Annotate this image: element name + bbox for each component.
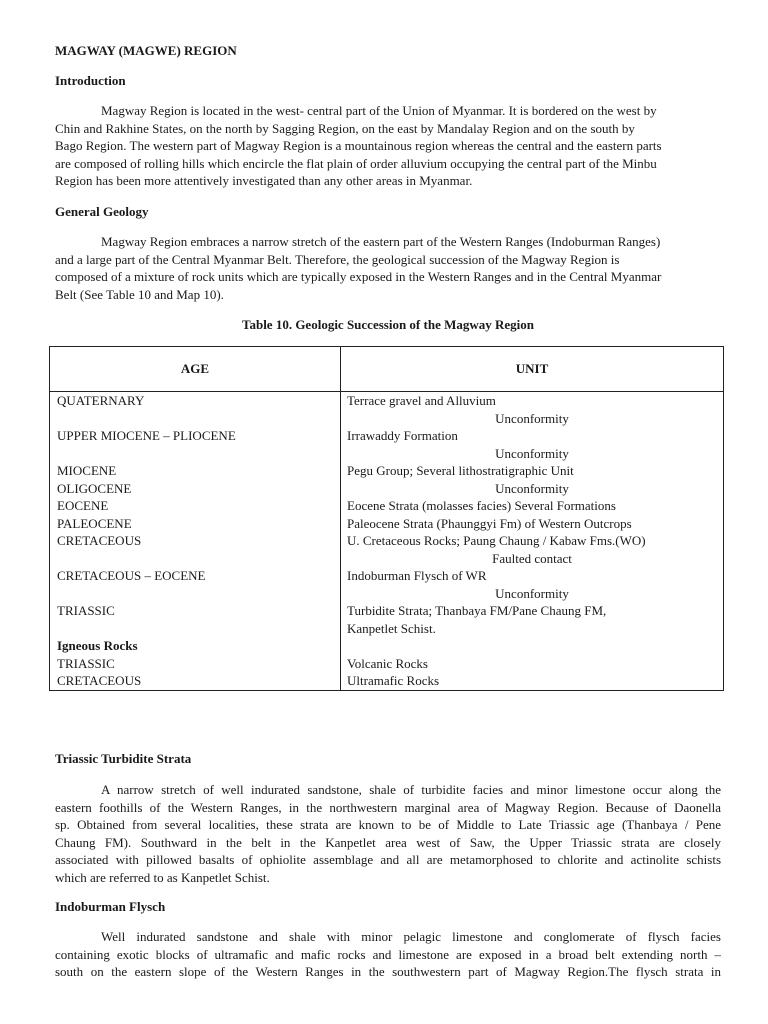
age-cell [50, 620, 340, 638]
general-geology-line: Magway Region embraces a narrow stretch of the eastern part of the Western Ranges (Indoburman Ranges) [101, 234, 661, 249]
age-column-header: AGE [50, 347, 341, 392]
igneous-rocks-subheading: Igneous Rocks [57, 638, 138, 653]
unit-cell: Eocene Strata (molasses facies) Several Formations [347, 498, 616, 513]
introduction-line: Magway Region is located in the west- central part of the Union of Myanmar. It is bordered on the west by [101, 103, 657, 118]
age-cell: EOCENE [57, 498, 109, 513]
triassic-line: A narrow stretch of well indurated sandstone, shale of turbidite facies and minor limestone occur along the [101, 782, 721, 797]
triassic-line: eastern foothills of the Western Ranges, in the northwestern marginal area of Magway Region. Because of Daonella [55, 799, 721, 815]
age-cell [50, 445, 340, 463]
introduction-heading: Introduction [55, 73, 126, 88]
triassic-line: Chaung FM). Southward in the belt in the Kanpetlet area west of Saw, the Upper Triassic strata are closely [55, 834, 721, 850]
unit-cell [341, 637, 723, 655]
unit-cell: Pegu Group; Several lithostratigraphic Unit [347, 463, 574, 478]
age-cell [50, 410, 340, 428]
general-geology-line: and a large part of the Central Myanmar Belt. Therefore, the geological succession of the Magway Region is [55, 251, 620, 267]
unit-cell: U. Cretaceous Rocks; Paung Chaung / Kabaw Fms.(WO) [347, 533, 646, 548]
unit-cell: Kanpetlet Schist. [347, 620, 436, 636]
general-geology-heading: General Geology [55, 204, 149, 219]
introduction-line: Region has been more attentively investigated than any other areas in Myanmar. [55, 173, 473, 189]
age-cell: UPPER MIOCENE – PLIOCENE [57, 428, 236, 443]
contact-note: Unconformity [495, 445, 569, 461]
age-cell: QUATERNARY [57, 393, 145, 408]
document-title: MAGWAY (MAGWE) REGION [55, 43, 237, 58]
contact-note: Unconformity [495, 585, 569, 601]
age-cell: CRETACEOUS [57, 673, 142, 688]
triassic-heading: Triassic Turbidite Strata [55, 751, 192, 766]
unit-cell: Turbidite Strata; Thanbaya FM/Pane Chaung FM, [347, 603, 607, 618]
introduction-line: Bago Region. The western part of Magway Region is a mountainous region whereas the central and the eastern parts [55, 138, 662, 154]
flysch-line: containing exotic blocks of ultramafic and mafic rocks and limestone are exposed in a broad belt extending north – [55, 946, 721, 962]
table-header-row [50, 347, 724, 392]
table-caption: Table 10. Geologic Succession of the Magway Region [241, 317, 534, 332]
geologic-succession-table [49, 346, 724, 691]
age-cell: OLIGOCENE [57, 480, 132, 496]
contact-note: Faulted contact [492, 550, 572, 566]
unit-cell: Indoburman Flysch of WR [347, 568, 487, 583]
general-geology-line: Belt (See Table 10 and Map 10). [55, 286, 224, 302]
age-cell: TRIASSIC [57, 655, 115, 671]
unit-cell: Volcanic Rocks [347, 655, 428, 671]
general-geology-paragraph [55, 233, 721, 303]
contact-note: Unconformity [495, 480, 569, 496]
unit-cell: Ultramafic Rocks [347, 673, 440, 688]
age-cell: CRETACEOUS – EOCENE [57, 568, 206, 583]
triassic-line: associated with pillowed basalts of ophiolite assemblage and all are metamorphosed to chlorite and actinolite schists [55, 852, 721, 868]
unit-cell: Terrace gravel and Alluvium [347, 393, 496, 408]
flysch-line: south on the eastern slope of the Western Ranges in the southwestern part of Magway Region.The flysch strata in [55, 964, 721, 980]
age-column [50, 392, 341, 691]
age-cell [50, 550, 340, 568]
unit-column-header: UNIT [341, 347, 724, 392]
introduction-paragraph [55, 102, 721, 190]
flysch-heading: Indoburman Flysch [55, 899, 166, 914]
age-cell: MIOCENE [57, 463, 117, 478]
triassic-line: which are referred to as Kanpetlet Schist. [55, 869, 270, 885]
triassic-paragraph [55, 781, 721, 887]
flysch-line: Well indurated sandstone and shale with minor pelagic limestone and conglomerate of flysch facies [101, 929, 721, 944]
table-body-row [50, 392, 724, 691]
introduction-line: Chin and Rakhine States, on the north by Sagging Region, on the east by Mandalay Region and on the south by [55, 120, 635, 136]
age-cell: TRIASSIC [57, 603, 115, 618]
contact-note: Unconformity [495, 410, 569, 426]
introduction-line: are composed of rolling hills which encircle the flat plain of order alluvium occupying the central part of the Minbu [55, 155, 657, 171]
unit-column [341, 392, 724, 691]
age-cell [50, 585, 340, 603]
unit-cell: Irrawaddy Formation [347, 428, 458, 443]
age-cell: CRETACEOUS [57, 533, 142, 548]
flysch-paragraph [55, 928, 721, 981]
general-geology-line: composed of a mixture of rock units which are typically exposed in the Western Ranges and in the Central Myanmar [55, 269, 662, 285]
triassic-line: sp. Obtained from several localities, these strata are known to be of Middle to Late Triassic age (Thanbaya / Pene [55, 817, 721, 833]
age-cell: PALEOCENE [57, 515, 132, 531]
unit-cell: Paleocene Strata (Phaunggyi Fm) of Western Outcrops [347, 515, 632, 531]
